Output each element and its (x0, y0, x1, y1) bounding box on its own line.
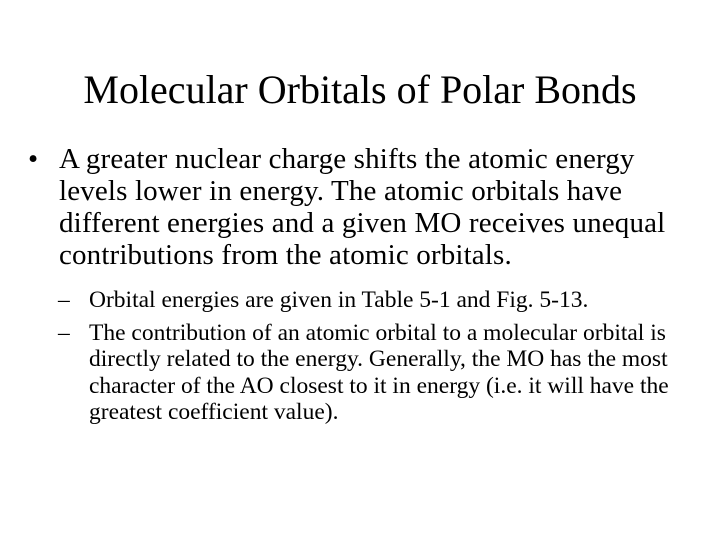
sub-bullet-list (58, 287, 708, 432)
dash-icon: – (58, 319, 70, 346)
slide-title: Molecular Orbitals of Polar Bonds (83, 67, 637, 112)
bullet-icon: • (28, 143, 39, 175)
sub-bullet-text: The contribution of an atomic orbital to a molecular orbital is directly related to the energy. Generally, the MO has the most character of the AO closest to it in energy (i.e. it will have the greatest coefficient value). (89, 319, 669, 425)
sub-bullet-item (58, 287, 708, 314)
main-bullet-text: A greater nuclear charge shifts the atomic energy levels lower in energy. The atomic orbitals have different energies and a given MO receives unequal contributions from the atomic orbitals. (59, 143, 666, 271)
main-bullet (28, 143, 700, 271)
sub-bullet-item (58, 320, 708, 426)
dash-icon: – (58, 287, 70, 313)
sub-bullet-text: Orbital energies are given in Table 5-1 and Fig. 5-13. (89, 287, 589, 313)
